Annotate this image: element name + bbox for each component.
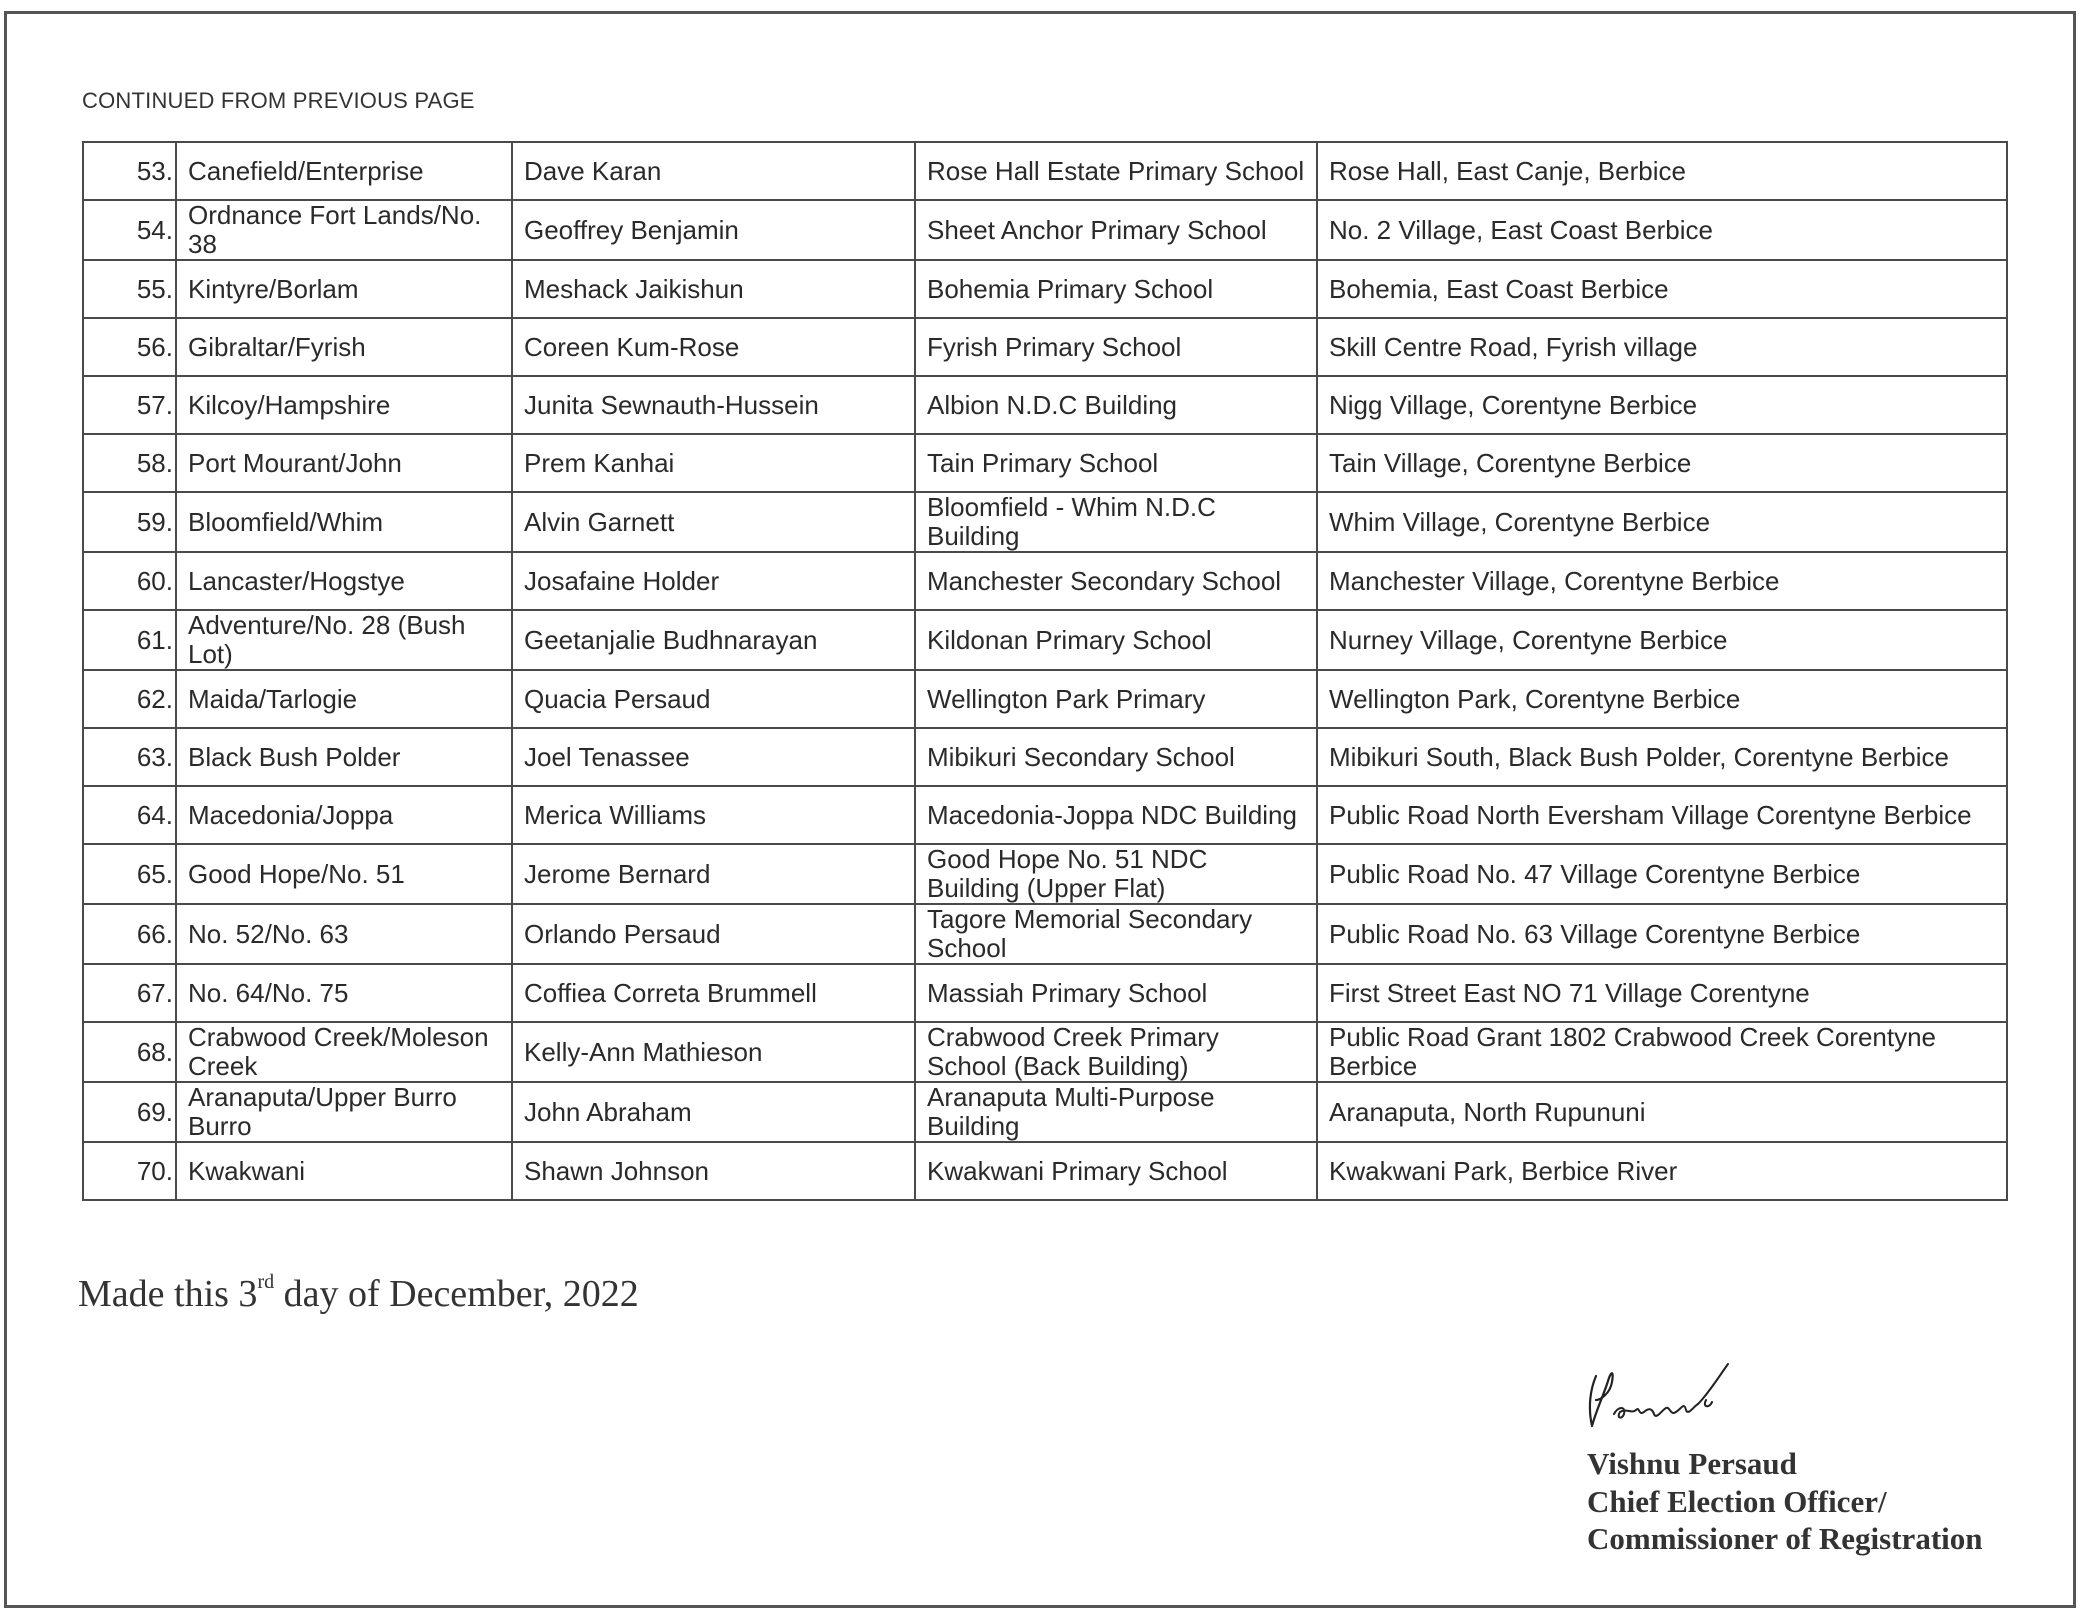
division-cell: No. 64/No. 75 bbox=[176, 964, 512, 1022]
officer-cell: Shawn Johnson bbox=[512, 1142, 915, 1200]
row-number: 53. bbox=[83, 142, 176, 200]
division-cell: Gibraltar/Fyrish bbox=[176, 318, 512, 376]
officer-cell: Quacia Persaud bbox=[512, 670, 915, 728]
location-cell: Kildonan Primary School bbox=[915, 610, 1317, 670]
division-cell: Macedonia/Joppa bbox=[176, 786, 512, 844]
officer-cell: Alvin Garnett bbox=[512, 492, 915, 552]
address-cell: Whim Village, Corentyne Berbice bbox=[1317, 492, 2007, 552]
row-number: 63. bbox=[83, 728, 176, 786]
row-number: 69. bbox=[83, 1082, 176, 1142]
row-number: 62. bbox=[83, 670, 176, 728]
table-row bbox=[83, 1022, 2007, 1082]
officer-cell: Orlando Persaud bbox=[512, 904, 915, 964]
address-cell: Tain Village, Corentyne Berbice bbox=[1317, 434, 2007, 492]
officer-cell: Joel Tenassee bbox=[512, 728, 915, 786]
officer-cell: Coffiea Correta Brummell bbox=[512, 964, 915, 1022]
signatory-name: Vishnu Persaud bbox=[1587, 1446, 1797, 1481]
division-cell: Crabwood Creek/Moleson Creek bbox=[176, 1022, 512, 1082]
location-cell: Tagore Memorial Secondary School bbox=[915, 904, 1317, 964]
officer-cell: Geetanjalie Budhnarayan bbox=[512, 610, 915, 670]
made-prefix: Made this 3 bbox=[78, 1273, 258, 1315]
table-row bbox=[83, 904, 2007, 964]
row-number: 56. bbox=[83, 318, 176, 376]
table-row bbox=[83, 964, 2007, 1022]
officer-cell: John Abraham bbox=[512, 1082, 915, 1142]
row-number: 66. bbox=[83, 904, 176, 964]
address-cell: Rose Hall, East Canje, Berbice bbox=[1317, 142, 2007, 200]
row-number: 64. bbox=[83, 786, 176, 844]
officer-cell: Meshack Jaikishun bbox=[512, 260, 915, 318]
row-number: 61. bbox=[83, 610, 176, 670]
row-number: 58. bbox=[83, 434, 176, 492]
table-row bbox=[83, 1082, 2007, 1142]
table-row bbox=[83, 200, 2007, 260]
address-cell: Public Road No. 63 Village Corentyne Berbice bbox=[1317, 904, 2007, 964]
row-number: 55. bbox=[83, 260, 176, 318]
made-suffix: day of December, 2022 bbox=[274, 1273, 639, 1315]
address-cell: Nurney Village, Corentyne Berbice bbox=[1317, 610, 2007, 670]
table-row bbox=[83, 376, 2007, 434]
table-row bbox=[83, 552, 2007, 610]
location-cell: Good Hope No. 51 NDC Building (Upper Flat) bbox=[915, 844, 1317, 904]
address-cell: Bohemia, East Coast Berbice bbox=[1317, 260, 2007, 318]
division-cell: Kintyre/Borlam bbox=[176, 260, 512, 318]
location-cell: Massiah Primary School bbox=[915, 964, 1317, 1022]
location-cell: Rose Hall Estate Primary School bbox=[915, 142, 1317, 200]
table-row bbox=[83, 142, 2007, 200]
division-cell: Kilcoy/Hampshire bbox=[176, 376, 512, 434]
location-cell: Macedonia-Joppa NDC Building bbox=[915, 786, 1317, 844]
division-cell: Aranaputa/Upper Burro Burro bbox=[176, 1082, 512, 1142]
officer-cell: Kelly-Ann Mathieson bbox=[512, 1022, 915, 1082]
table-row bbox=[83, 670, 2007, 728]
table-row bbox=[83, 492, 2007, 552]
row-number: 54. bbox=[83, 200, 176, 260]
row-number: 67. bbox=[83, 964, 176, 1022]
officer-cell: Josafaine Holder bbox=[512, 552, 915, 610]
division-cell: Good Hope/No. 51 bbox=[176, 844, 512, 904]
table-row bbox=[83, 260, 2007, 318]
table-row bbox=[83, 1142, 2007, 1200]
signatory-title-1: Chief Election Officer/ bbox=[1587, 1483, 1887, 1519]
table-row bbox=[83, 844, 2007, 904]
table-body bbox=[83, 142, 2007, 1200]
address-cell: Wellington Park, Corentyne Berbice bbox=[1317, 670, 2007, 728]
division-cell: Black Bush Polder bbox=[176, 728, 512, 786]
row-number: 57. bbox=[83, 376, 176, 434]
division-cell: No. 52/No. 63 bbox=[176, 904, 512, 964]
location-cell: Crabwood Creek Primary School (Back Building) bbox=[915, 1022, 1317, 1082]
address-cell: No. 2 Village, East Coast Berbice bbox=[1317, 200, 2007, 260]
table-row bbox=[83, 610, 2007, 670]
table-row bbox=[83, 728, 2007, 786]
location-cell: Albion N.D.C Building bbox=[915, 376, 1317, 434]
table-row bbox=[83, 786, 2007, 844]
location-cell: Bohemia Primary School bbox=[915, 260, 1317, 318]
table-row bbox=[83, 434, 2007, 492]
location-cell: Wellington Park Primary bbox=[915, 670, 1317, 728]
location-cell: Mibikuri Secondary School bbox=[915, 728, 1317, 786]
location-cell: Aranaputa Multi-Purpose Building bbox=[915, 1082, 1317, 1142]
address-cell: First Street East NO 71 Village Corentyne bbox=[1317, 964, 2007, 1022]
address-cell: Nigg Village, Corentyne Berbice bbox=[1317, 376, 2007, 434]
address-cell: Manchester Village, Corentyne Berbice bbox=[1317, 552, 2007, 610]
location-cell: Kwakwani Primary School bbox=[915, 1142, 1317, 1200]
row-number: 59. bbox=[83, 492, 176, 552]
address-cell: Skill Centre Road, Fyrish village bbox=[1317, 318, 2007, 376]
table-row bbox=[83, 318, 2007, 376]
row-number: 65. bbox=[83, 844, 176, 904]
division-cell: Adventure/No. 28 (Bush Lot) bbox=[176, 610, 512, 670]
address-cell: Kwakwani Park, Berbice River bbox=[1317, 1142, 2007, 1200]
division-cell: Ordnance Fort Lands/No. 38 bbox=[176, 200, 512, 260]
officer-cell: Prem Kanhai bbox=[512, 434, 915, 492]
location-cell: Bloomfield - Whim N.D.C Building bbox=[915, 492, 1317, 552]
row-number: 60. bbox=[83, 552, 176, 610]
officer-cell: Junita Sewnauth-Hussein bbox=[512, 376, 915, 434]
division-cell: Kwakwani bbox=[176, 1142, 512, 1200]
address-cell: Public Road No. 47 Village Corentyne Berbice bbox=[1317, 844, 2007, 904]
division-cell: Port Mourant/John bbox=[176, 434, 512, 492]
officer-cell: Dave Karan bbox=[512, 142, 915, 200]
address-cell: Public Road Grant 1802 Crabwood Creek Corentyne Berbice bbox=[1317, 1022, 2007, 1082]
location-cell: Manchester Secondary School bbox=[915, 552, 1317, 610]
row-number: 68. bbox=[83, 1022, 176, 1082]
location-cell: Sheet Anchor Primary School bbox=[915, 200, 1317, 260]
polling-table bbox=[82, 141, 2008, 1201]
division-cell: Canefield/Enterprise bbox=[176, 142, 512, 200]
division-cell: Maida/Tarlogie bbox=[176, 670, 512, 728]
row-number: 70. bbox=[83, 1142, 176, 1200]
location-cell: Fyrish Primary School bbox=[915, 318, 1317, 376]
officer-cell: Coreen Kum-Rose bbox=[512, 318, 915, 376]
address-cell: Aranaputa, North Rupununi bbox=[1317, 1082, 2007, 1142]
made-date-line bbox=[78, 1272, 639, 1316]
officer-cell: Geoffrey Benjamin bbox=[512, 200, 915, 260]
address-cell: Public Road North Eversham Village Corentyne Berbice bbox=[1317, 786, 2007, 844]
signatory-title-2: Commissioner of Registration bbox=[1587, 1521, 1983, 1556]
made-ordinal: rd bbox=[257, 1271, 275, 1293]
officer-cell: Jerome Bernard bbox=[512, 844, 915, 904]
signatory-block bbox=[1587, 1445, 1983, 1558]
address-cell: Mibikuri South, Black Bush Polder, Corentyne Berbice bbox=[1317, 728, 2007, 786]
location-cell: Tain Primary School bbox=[915, 434, 1317, 492]
officer-cell: Merica Williams bbox=[512, 786, 915, 844]
continued-header: CONTINUED FROM PREVIOUS PAGE bbox=[82, 88, 475, 113]
division-cell: Bloomfield/Whim bbox=[176, 492, 512, 552]
division-cell: Lancaster/Hogstye bbox=[176, 552, 512, 610]
signature-icon bbox=[1578, 1356, 1748, 1436]
